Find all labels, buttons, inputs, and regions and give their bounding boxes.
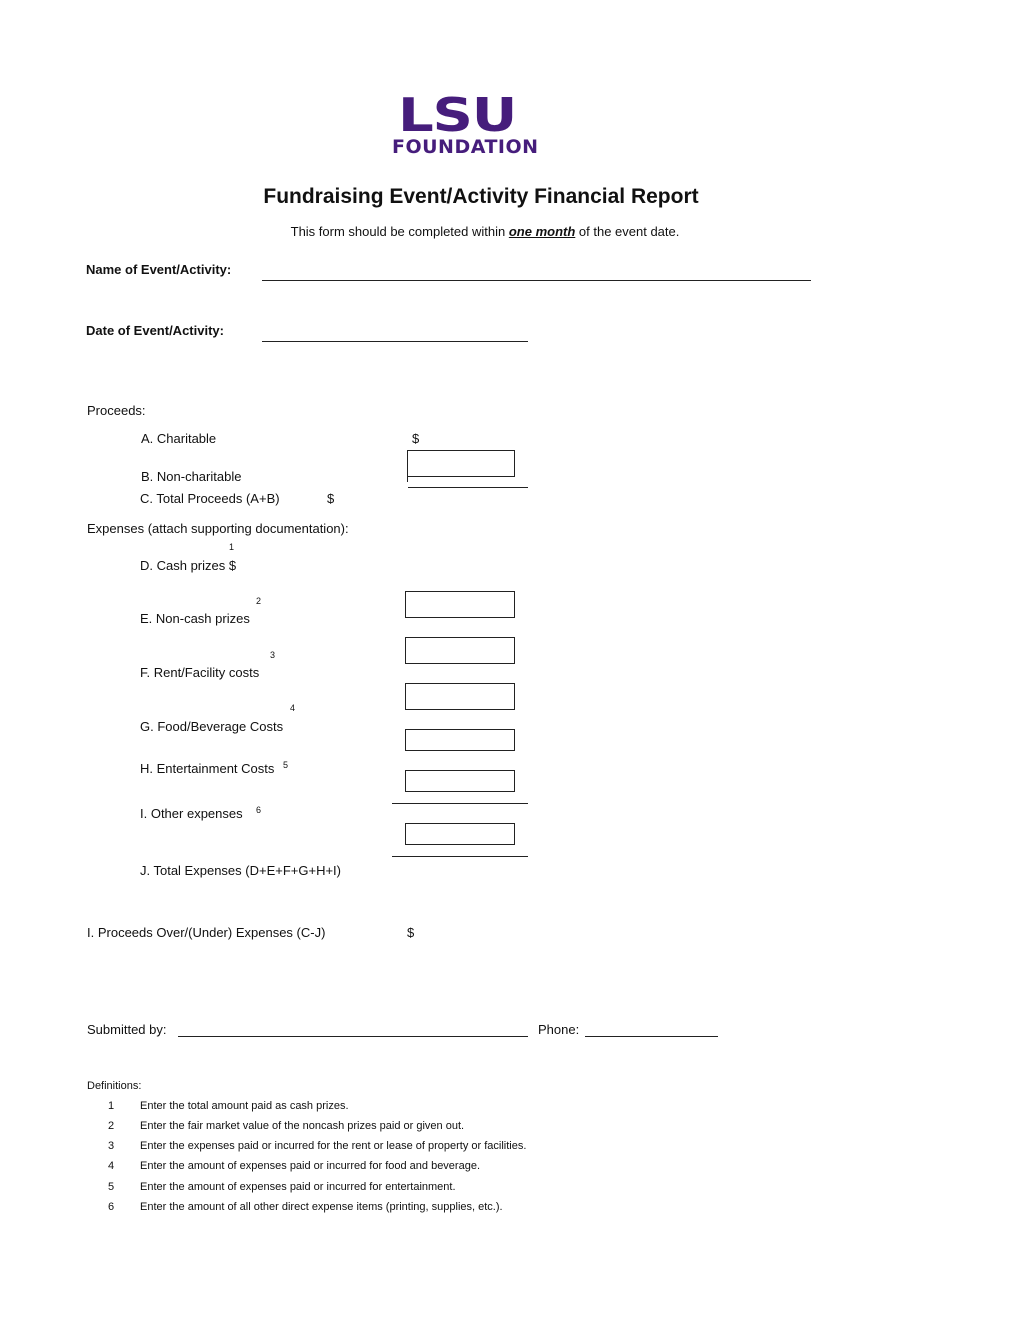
definition-number: 2 bbox=[108, 1120, 115, 1132]
submitted-by-field[interactable] bbox=[178, 1036, 528, 1037]
box-left-tick bbox=[407, 462, 408, 482]
event-date-field[interactable] bbox=[262, 341, 528, 342]
instructions-text-before: This form should be completed within bbox=[290, 224, 509, 239]
definition-text: Enter the amount of expenses paid or incurred for entertainment. bbox=[140, 1181, 456, 1193]
definition-number: 3 bbox=[108, 1140, 115, 1152]
expenses-heading: Expenses (attach supporting documentation): bbox=[87, 521, 349, 536]
form-instructions bbox=[0, 223, 970, 240]
foundation-logo-text: FOUNDATION bbox=[392, 136, 539, 158]
definition-number: 6 bbox=[108, 1201, 115, 1213]
proceeds-heading: Proceeds: bbox=[87, 403, 146, 418]
charitable-label: A. Charitable bbox=[141, 431, 217, 446]
cash-prizes-input-box[interactable] bbox=[405, 591, 515, 618]
expenses-total-rule bbox=[392, 856, 528, 857]
expenses-subtotal-rule bbox=[392, 803, 528, 804]
definition-number: 5 bbox=[108, 1181, 115, 1193]
definition-text: Enter the amount of expenses paid or incurred for food and beverage. bbox=[140, 1160, 480, 1172]
non-charitable-label: B. Non-charitable bbox=[141, 469, 242, 484]
food-beverage-label: G. Food/Beverage Costs bbox=[140, 719, 284, 734]
definition-text: Enter the total amount paid as cash prizes. bbox=[140, 1100, 349, 1112]
non-charitable-input-box[interactable] bbox=[407, 450, 515, 477]
submitted-by-label: Submitted by: bbox=[87, 1022, 167, 1037]
rent-facility-input-box[interactable] bbox=[405, 683, 515, 710]
total-proceeds-label: C. Total Proceeds (A+B) bbox=[140, 491, 280, 506]
non-cash-prizes-input-box[interactable] bbox=[405, 637, 515, 664]
phone-field[interactable] bbox=[585, 1036, 718, 1037]
other-expenses-label: I. Other expenses bbox=[140, 806, 243, 821]
food-beverage-input-box[interactable] bbox=[405, 729, 515, 751]
phone-label: Phone: bbox=[538, 1022, 580, 1037]
lsu-logo-wordmark: LSU bbox=[398, 88, 517, 142]
footnote-5-marker: 5 bbox=[283, 760, 289, 770]
instructions-emphasis: one month bbox=[508, 224, 576, 239]
net-proceeds-dollar-sign: $ bbox=[407, 925, 415, 940]
definition-number: 1 bbox=[108, 1100, 115, 1112]
footnote-6-marker: 6 bbox=[256, 805, 262, 815]
total-expenses-label: J. Total Expenses (D+E+F+G+H+I) bbox=[140, 863, 341, 878]
event-date-label: Date of Event/Activity: bbox=[86, 323, 224, 338]
cash-prizes-label: D. Cash prizes $ bbox=[140, 558, 237, 573]
footnote-3-marker: 3 bbox=[270, 650, 276, 660]
event-name-field[interactable] bbox=[262, 280, 811, 281]
other-expenses-input-box[interactable] bbox=[405, 823, 515, 845]
non-cash-prizes-label: E. Non-cash prizes bbox=[140, 611, 250, 626]
instructions-text-after: of the event date. bbox=[575, 224, 680, 239]
entertainment-input-box[interactable] bbox=[405, 770, 515, 792]
net-proceeds-label: I. Proceeds Over/(Under) Expenses (C-J) bbox=[87, 925, 326, 940]
footnote-1-marker: 1 bbox=[229, 542, 235, 552]
rent-facility-label: F. Rent/Facility costs bbox=[140, 665, 260, 680]
footnote-4-marker: 4 bbox=[290, 703, 296, 713]
definition-text: Enter the expenses paid or incurred for the rent or lease of property or facilities. bbox=[140, 1140, 527, 1152]
proceeds-total-rule bbox=[408, 487, 528, 488]
definition-number: 4 bbox=[108, 1160, 115, 1172]
total-proceeds-dollar-sign: $ bbox=[327, 491, 335, 506]
charitable-dollar-sign: $ bbox=[412, 431, 420, 446]
entertainment-label: H. Entertainment Costs bbox=[140, 761, 275, 776]
definition-text: Enter the fair market value of the noncash prizes paid or given out. bbox=[140, 1120, 465, 1132]
event-name-label: Name of Event/Activity: bbox=[86, 262, 232, 277]
footnote-2-marker: 2 bbox=[256, 596, 262, 606]
definition-text: Enter the amount of all other direct expense items (printing, supplies, etc.). bbox=[140, 1201, 503, 1213]
definitions-heading: Definitions: bbox=[87, 1080, 142, 1092]
page-title: Fundraising Event/Activity Financial Report bbox=[263, 185, 699, 208]
